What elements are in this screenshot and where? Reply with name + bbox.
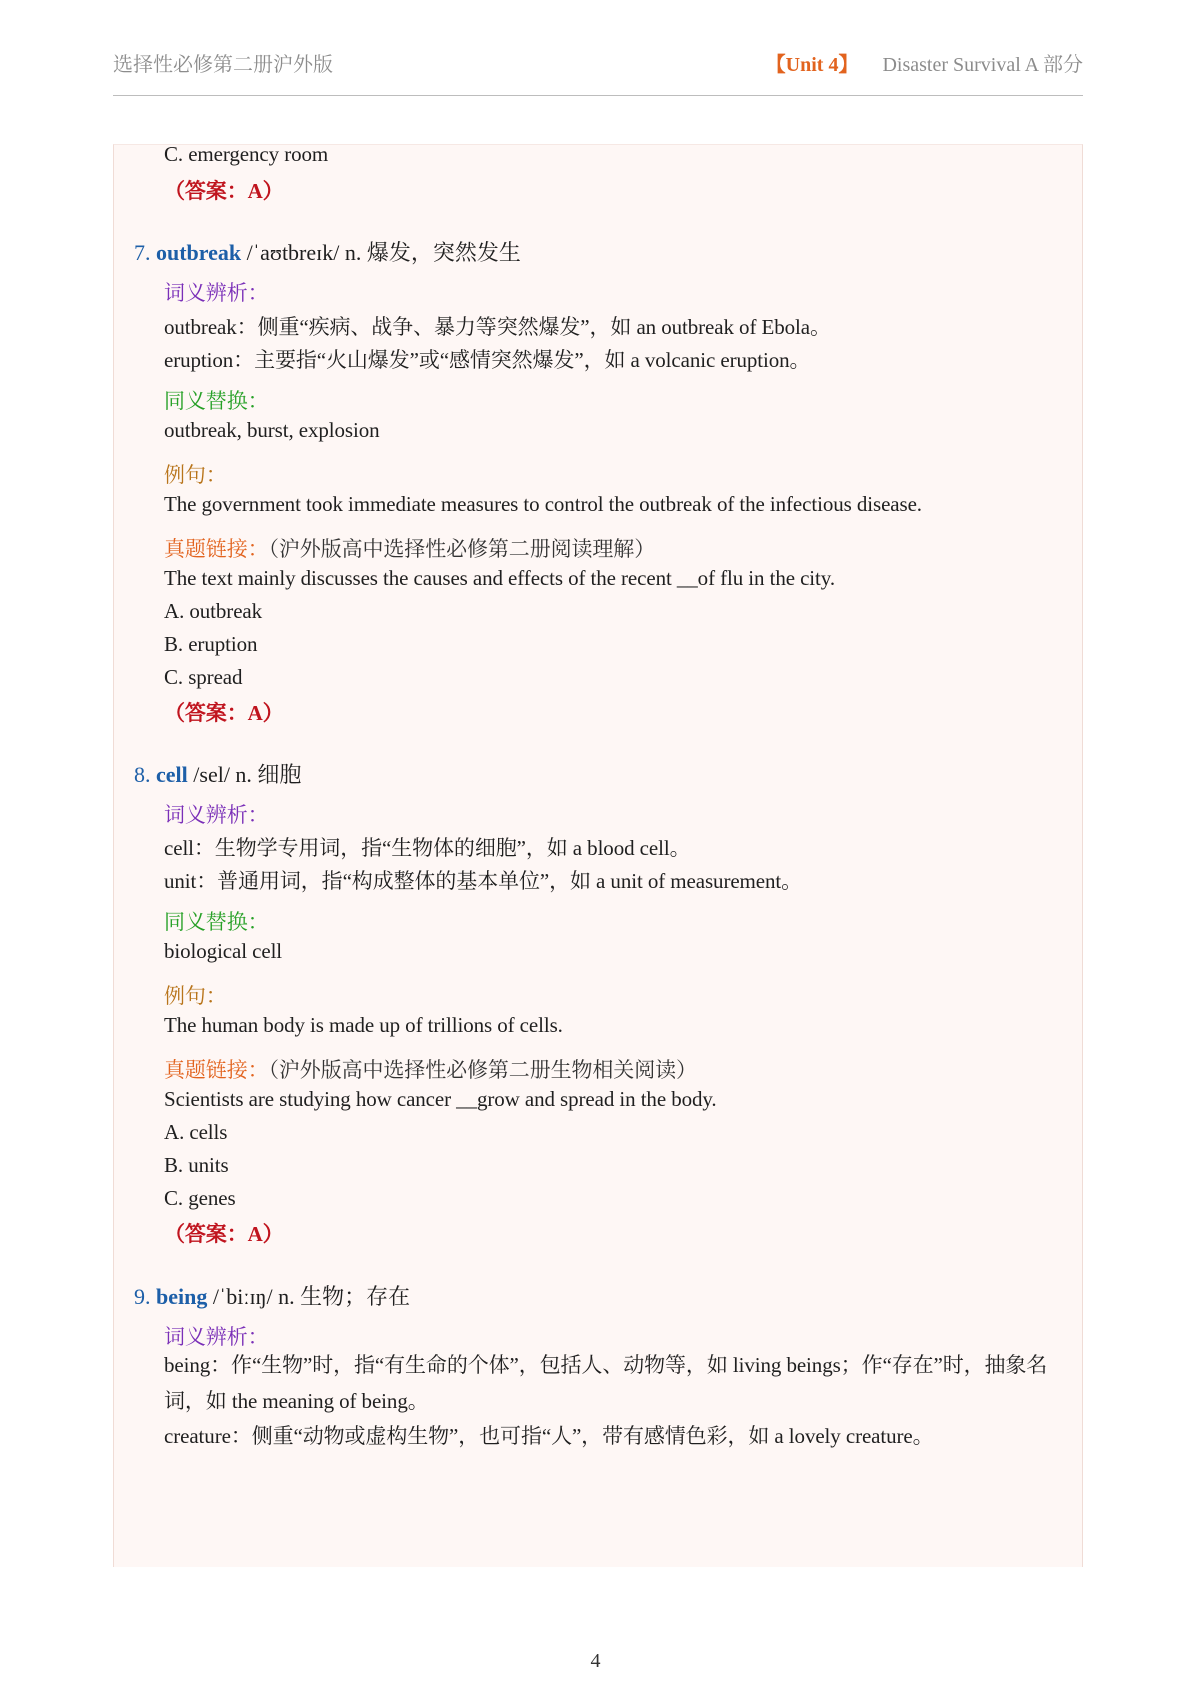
entry-definition: /ˈaʊtbreɪk/ n. 爆发，突然发生 (241, 240, 521, 265)
link-source: （沪外版高中选择性必修第二册阅读理解） (268, 537, 656, 561)
example-sentence: The human body is made up of trillions of cells. (164, 1013, 563, 1037)
entry-number: 8. (134, 762, 151, 787)
example-label: 例句： (164, 984, 227, 1008)
question: Scientists are studying how cancer __grow and spread in the body. (164, 1087, 717, 1111)
analysis-label: 词义辨析： (164, 803, 269, 827)
entry-word: cell (156, 762, 188, 787)
entry-definition: /sel/ n. 细胞 (187, 762, 302, 787)
synonym-label: 同义替换： (164, 910, 269, 934)
entry-heading (134, 758, 301, 789)
option: C. spread (164, 665, 243, 689)
option: B. eruption (164, 632, 258, 656)
entry-heading (134, 1280, 410, 1311)
option-c: C. emergency room (164, 142, 329, 166)
entry-heading (134, 236, 521, 267)
option: A. outbreak (164, 599, 263, 623)
option: A. cells (164, 1120, 228, 1144)
section-title: Disaster Survival A 部分 (882, 54, 1083, 76)
option: C. genes (164, 1186, 236, 1210)
entry-word: outbreak (156, 240, 242, 265)
analysis-line: cell：生物学专用词，指“生物体的细胞”，如 a blood cell。 (164, 836, 691, 860)
answer: （答案：A） (164, 1222, 284, 1246)
link-line (164, 1054, 697, 1084)
analysis-label: 词义辨析： (164, 281, 269, 305)
synonyms: biological cell (164, 939, 283, 963)
answer: （答案：A） (164, 179, 284, 203)
link-label: 真题链接： (164, 1058, 269, 1082)
option: B. units (164, 1153, 229, 1177)
example-label: 例句： (164, 463, 227, 487)
synonym-label: 同义替换： (164, 389, 269, 413)
entry-number: 9. (134, 1284, 151, 1309)
example-sentence: The government took immediate measures to control the outbreak of the infectious disease. (164, 492, 922, 516)
link-source: （沪外版高中选择性必修第二册生物相关阅读） (268, 1058, 697, 1082)
analysis-line: eruption：主要指“火山爆发”或“感情突然爆发”，如 a volcanic eruption。 (164, 348, 811, 372)
link-line (164, 533, 655, 563)
analysis-line: being：作“生物”时，指“有生命的个体”，包括人、动物等，如 living beings；作“存在”时，抽象名词，如 the meaning of being。 (164, 1353, 1048, 1413)
answer: （答案：A） (164, 701, 284, 725)
unit-label: 【Unit 4】 (765, 54, 859, 76)
entry-definition: /ˈbiːɪŋ/ n. 生物；存在 (207, 1284, 411, 1309)
analysis-line: unit：普通用词，指“构成整体的基本单位”，如 a unit of measurement。 (164, 869, 803, 893)
entry-number: 7. (134, 240, 151, 265)
entry-word: being (156, 1284, 208, 1309)
question: The text mainly discusses the causes and effects of the recent __of flu in the city. (164, 566, 835, 590)
analysis-line: creature：侧重“动物或虚构生物”，也可指“人”，带有感情色彩，如 a lovely creature。 (164, 1424, 934, 1448)
page-number: 4 (590, 1650, 601, 1672)
analysis-line: outbreak：侧重“疾病、战争、暴力等突然爆发”，如 an outbreak of Ebola。 (164, 315, 831, 339)
analysis-label: 词义辨析： (164, 1325, 269, 1349)
synonyms: outbreak, burst, explosion (164, 418, 380, 442)
link-label: 真题链接： (164, 537, 269, 561)
book-title: 选择性必修第二册沪外版 (113, 52, 333, 76)
